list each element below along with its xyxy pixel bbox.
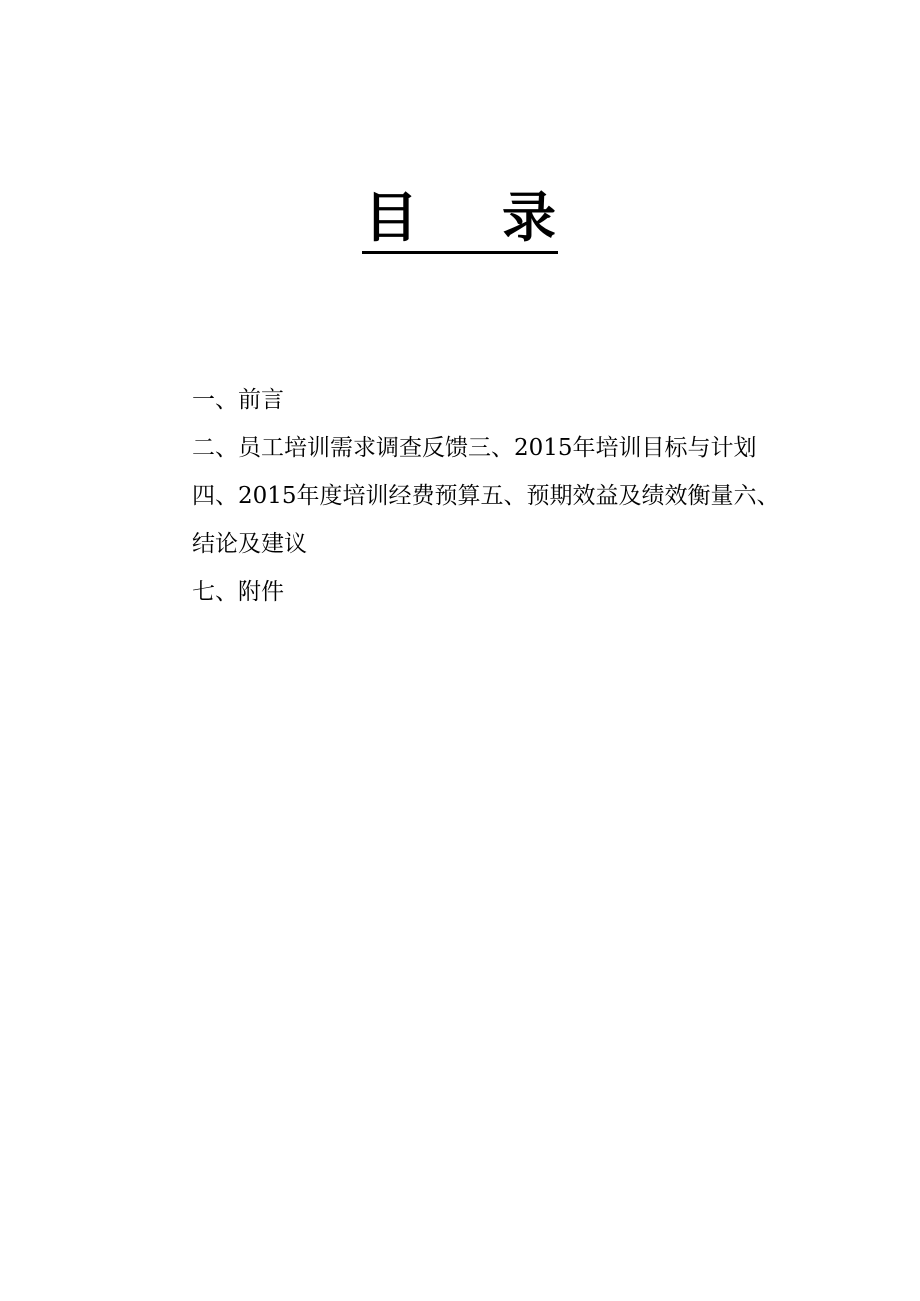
toc-item-budget-and-benefits: 四、2015年度培训经费预算五、预期效益及绩效衡量六、 — [192, 483, 780, 509]
title-char-mu: 目 — [364, 186, 418, 249]
toc-item-conclusion: 结论及建议 — [192, 531, 307, 557]
toc-list — [192, 376, 792, 616]
toc-item-appendix: 七、附件 — [192, 579, 284, 605]
toc-item-survey-and-goals: 二、员工培训需求调查反馈三、2015年培训目标与计划 — [192, 435, 757, 461]
page-title — [362, 186, 558, 254]
title-char-lu: 录 — [502, 186, 556, 249]
toc-item-preface: 一、前言 — [192, 387, 284, 413]
